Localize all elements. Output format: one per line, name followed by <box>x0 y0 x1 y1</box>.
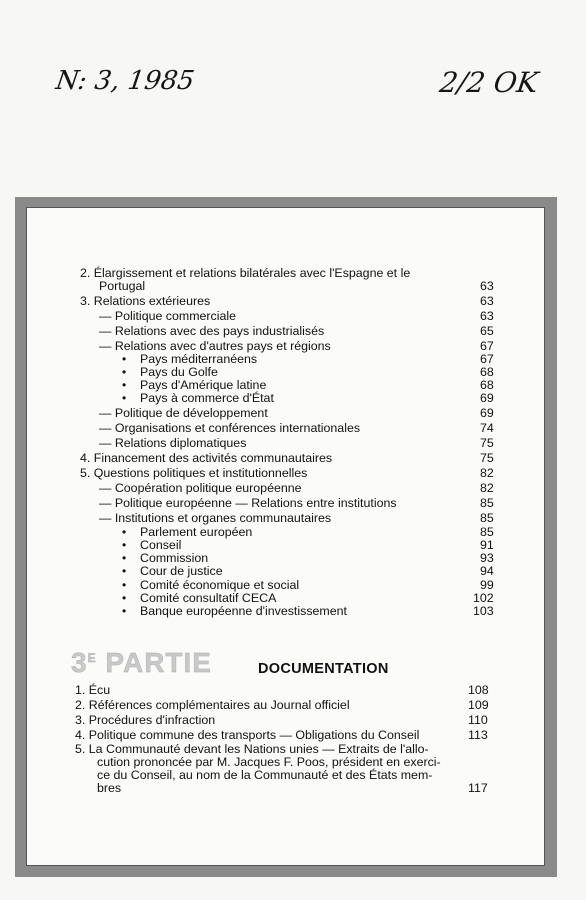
toc-entry: • Banque européenne d'investissement 103 <box>140 605 500 618</box>
toc-entry: • Pays du Golfe 68 <box>140 366 500 379</box>
toc-entry: — Institutions et organes communautaires 85 <box>99 511 494 525</box>
toc-entry: — Relations avec des pays industrialisés 65 <box>99 324 494 338</box>
toc-entry: — Politique commerciale 63 <box>99 309 494 323</box>
toc-entry: • Comité consultatif CECA 102 <box>140 592 500 605</box>
doc-entry: ce du Conseil, au nom de la Communauté et des États mem- <box>97 768 433 782</box>
toc-entry: — Relations avec d'autres pays et régions 67 <box>99 339 494 353</box>
doc-entry: 5. La Communauté devant les Nations unies — Extraits de l'allo- <box>75 742 429 756</box>
doc-entry: 4. Politique commune des transports — Obligations du Conseil 113 <box>75 728 488 742</box>
toc-entry: — Politique européenne — Relations entre institutions 85 <box>99 496 494 510</box>
doc-entry: 3. Procédures d'infraction 110 <box>75 713 488 727</box>
toc-entry: • Pays d'Amérique latine 68 <box>140 379 500 392</box>
toc-entry: • Commission 93 <box>140 552 500 565</box>
toc-entry: • Cour de justice 94 <box>140 565 500 578</box>
toc-entry: — Organisations et conférences internationales 74 <box>99 421 494 435</box>
toc-entry: • Comité économique et social 99 <box>140 579 500 592</box>
toc-entry: 4. Financement des activités communautaires 75 <box>80 451 494 465</box>
toc-entry: Portugal 63 <box>99 279 494 293</box>
toc-entry: • Pays méditerranéens 67 <box>140 353 500 366</box>
doc-entry: cution prononcée par M. Jacques F. Poos, président en exerci- <box>97 755 441 769</box>
toc-entry: 5. Questions politiques et institutionnelles 82 <box>80 466 494 480</box>
handwritten-page-note: 2/2 OK <box>437 66 541 99</box>
doc-entry: 1. Écu 108 <box>75 683 489 697</box>
toc-entry: — Relations diplomatiques 75 <box>99 436 494 450</box>
toc-entry: • Conseil 91 <box>140 539 500 552</box>
doc-entry: 2. Références complémentaires au Journal officiel 109 <box>75 698 489 712</box>
toc-entry: — Coopération politique européenne 82 <box>99 481 494 495</box>
doc-entry: bres 117 <box>97 781 488 795</box>
toc-entry: 3. Relations extérieures 63 <box>80 294 494 308</box>
handwritten-issue-note: N: 3, 1985 <box>53 66 197 96</box>
toc-entry: • Parlement européen 85 <box>140 526 500 539</box>
part-three-title: $3^E$ PARTIE <box>71 647 212 678</box>
toc-entry: — Politique de développement 69 <box>99 406 494 420</box>
toc-entry: 2. Élargissement et relations bilatérales avec l'Espagne et le <box>80 266 411 280</box>
toc-entry: • Pays à commerce d'État 69 <box>140 392 500 405</box>
documentation-heading: DOCUMENTATION <box>258 661 389 677</box>
